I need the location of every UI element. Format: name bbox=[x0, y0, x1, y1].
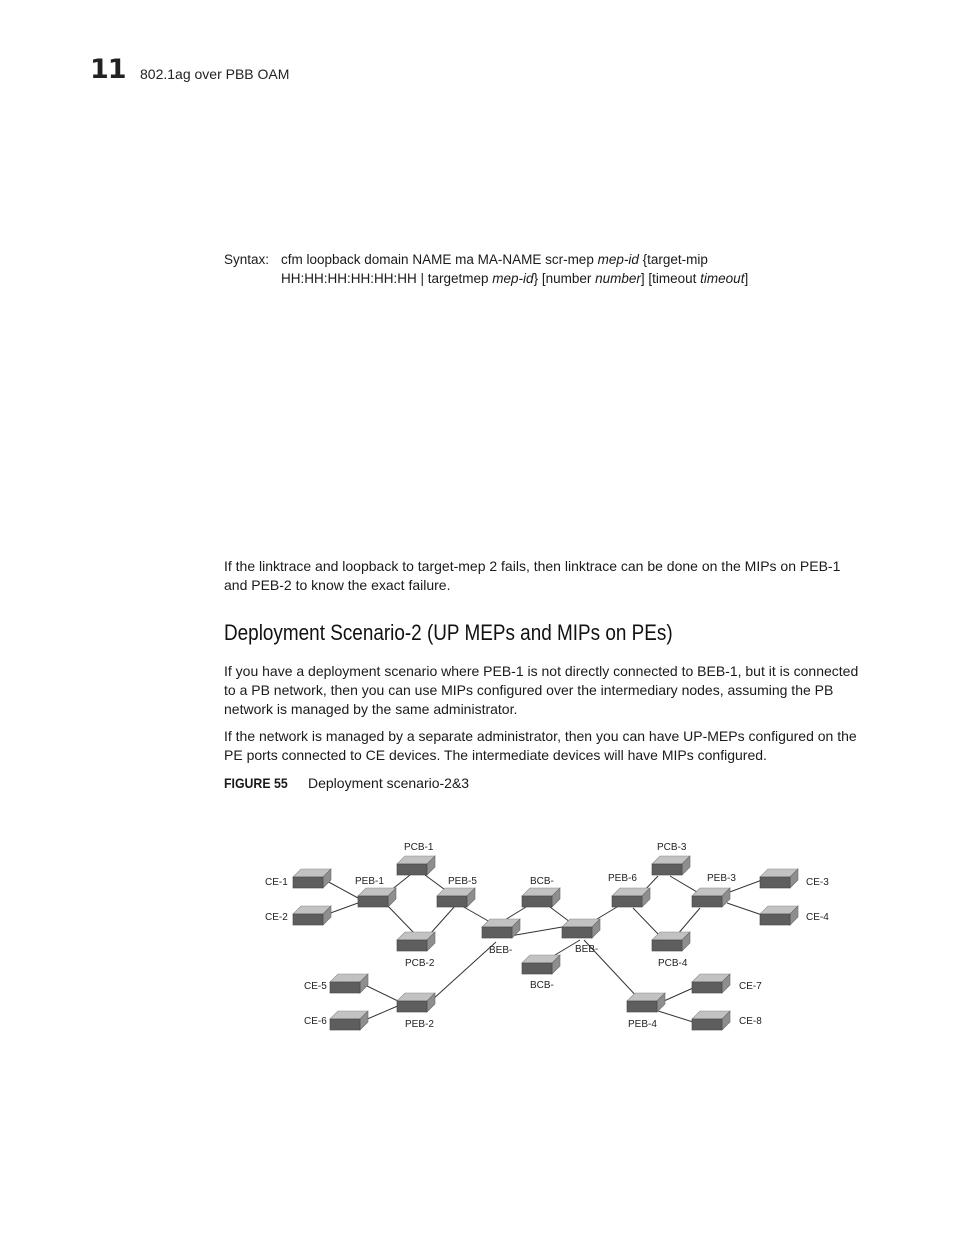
switch-icon-beb-right bbox=[562, 919, 600, 938]
syntax-arg: mep-id bbox=[492, 271, 534, 286]
figure-caption: Deployment scenario-2&3 bbox=[308, 775, 470, 791]
label-ce2: CE-2 bbox=[265, 912, 288, 923]
network-diagram bbox=[255, 835, 835, 1045]
syntax-arg: timeout bbox=[700, 271, 745, 286]
switch-icon-peb6 bbox=[612, 888, 650, 907]
syntax-cmd: ] [timeout bbox=[640, 271, 701, 286]
switch-icon-ce6 bbox=[330, 1011, 368, 1030]
figure-label: FIGURE 55 bbox=[224, 775, 288, 791]
switch-icon-peb2 bbox=[397, 993, 435, 1012]
switch-icon-ce4 bbox=[760, 906, 798, 925]
switch-icon-ce5 bbox=[330, 974, 368, 993]
label-pcb2: PCB-2 bbox=[405, 958, 435, 969]
label-ce5: CE-5 bbox=[304, 981, 327, 992]
paragraph-scenario-1: If you have a deployment scenario where PEB-1 is not directly connected to BEB-1, but it is connected to a PB network, then you can use MIPs configured over the intermediary nodes, assuming the PB network is managed by the same administrator. bbox=[224, 663, 859, 717]
section-heading: Deployment Scenario-2 (UP MEPs and MIPs on PEs) bbox=[224, 620, 673, 645]
switch-icon-bcb-bottom bbox=[522, 955, 560, 974]
label-ce3: CE-3 bbox=[806, 877, 829, 888]
syntax-cmd: cfm loopback domain NAME ma MA-NAME scr-mep bbox=[281, 252, 598, 267]
syntax-arg: mep-id bbox=[597, 252, 639, 267]
switch-icon-ce1 bbox=[293, 869, 331, 888]
label-peb2: PEB-2 bbox=[405, 1019, 434, 1030]
label-ce1: CE-1 bbox=[265, 877, 288, 888]
label-ce6: CE-6 bbox=[304, 1016, 327, 1027]
syntax-line-1 bbox=[281, 250, 881, 269]
switch-icon-pcb4 bbox=[652, 932, 690, 951]
label-ce8: CE-8 bbox=[739, 1016, 762, 1027]
syntax-cmd: {target-mip bbox=[638, 252, 708, 267]
label-bcb-top: BCB- bbox=[530, 876, 554, 887]
node-labels bbox=[265, 842, 829, 1030]
paragraph-scenario-2: If the network is managed by a separate administrator, then you can have UP-MEPs configured on the PE ports connected to CE devices. The intermediate devices will have MIPs configured. bbox=[224, 728, 857, 763]
label-bcb-bottom: BCB- bbox=[530, 980, 554, 991]
switch-icon-ce2 bbox=[293, 906, 331, 925]
label-peb5: PEB-5 bbox=[448, 876, 477, 887]
syntax-cmd: } [number bbox=[533, 271, 596, 286]
label-peb6: PEB-6 bbox=[608, 873, 637, 884]
label-pcb4: PCB-4 bbox=[658, 958, 688, 969]
label-pcb3: PCB-3 bbox=[657, 842, 687, 853]
syntax-body bbox=[281, 250, 881, 288]
label-peb1: PEB-1 bbox=[355, 876, 384, 887]
switch-icon-pcb1 bbox=[397, 856, 435, 875]
syntax-cmd: ] bbox=[744, 271, 749, 286]
switch-icon-ce7 bbox=[692, 974, 730, 993]
switch-icon-ce3 bbox=[760, 869, 798, 888]
syntax-cmd: HH:HH:HH:HH:HH:HH | targetmep bbox=[281, 271, 493, 286]
switch-icon-pcb3 bbox=[652, 856, 690, 875]
switch-icon-peb5 bbox=[437, 888, 475, 907]
switch-icon-peb3 bbox=[692, 888, 730, 907]
chapter-number: 11 bbox=[90, 54, 126, 85]
switch-icon-beb-left bbox=[482, 919, 520, 938]
label-pcb1: PCB-1 bbox=[404, 842, 434, 853]
label-peb3: PEB-3 bbox=[707, 873, 736, 884]
switch-icon-pcb2 bbox=[397, 932, 435, 951]
label-beb-left: BEB- bbox=[489, 945, 513, 956]
label-peb4: PEB-4 bbox=[628, 1019, 657, 1030]
switch-icon-ce8 bbox=[692, 1011, 730, 1030]
label-beb-right: BEB- bbox=[575, 944, 599, 955]
syntax-label: Syntax: bbox=[224, 252, 270, 267]
switch-icon-peb4 bbox=[627, 993, 665, 1012]
switch-icon-peb1 bbox=[358, 888, 396, 907]
chapter-title: 802.1ag over PBB OAM bbox=[140, 66, 290, 82]
switch-icon-bcb-top bbox=[522, 888, 560, 907]
label-ce4: CE-4 bbox=[806, 912, 829, 923]
paragraph-linktrace: If the linktrace and loopback to target-mep 2 fails, then linktrace can be done on the MIPs on PEB-1 and PEB-2 to know the exact failure. bbox=[224, 558, 841, 593]
label-ce7: CE-7 bbox=[739, 981, 762, 992]
syntax-line-2 bbox=[281, 269, 881, 288]
syntax-arg: number bbox=[595, 271, 641, 286]
